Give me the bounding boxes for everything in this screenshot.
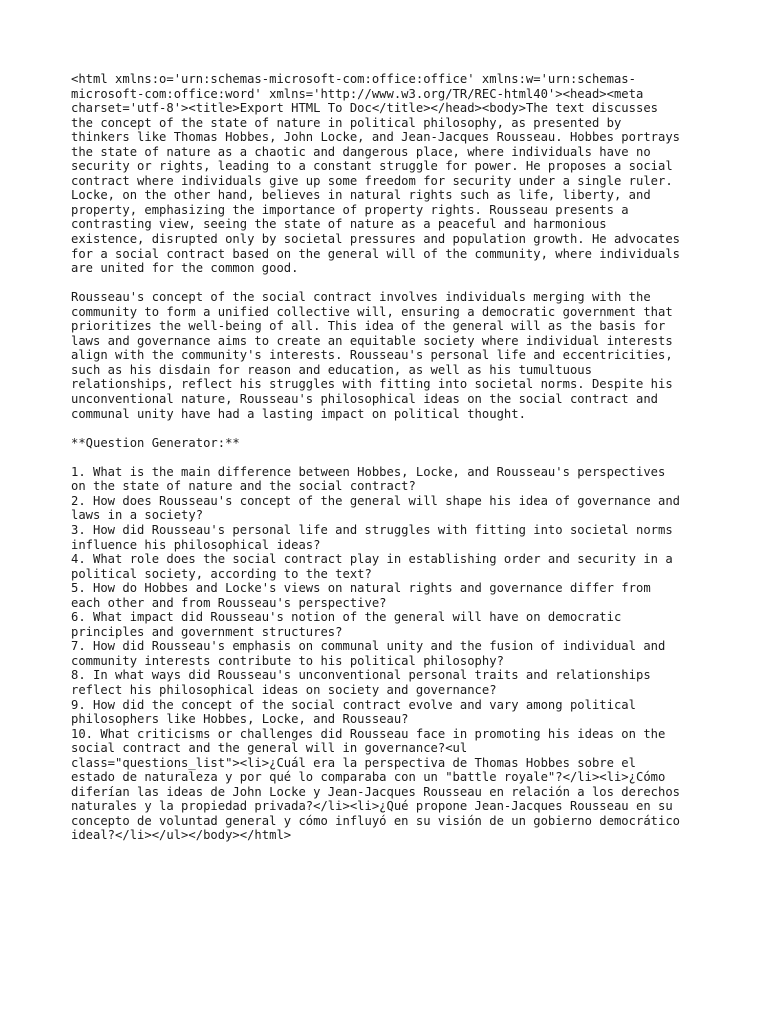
question-item: 9. How did the concept of the social contract evolve and vary among political philosophers like Hobbes, Locke, and Rousseau? xyxy=(71,697,636,727)
question-item: 3. How did Rousseau's personal life and struggles with fitting into societal norms influence his philosophical ideas? xyxy=(71,522,673,552)
question-item: 5. How do Hobbes and Locke's views on natural rights and governance differ from each other and from Rousseau's perspective? xyxy=(71,581,651,610)
summary-paragraph: <html xmlns:o='urn:schemas-microsoft-com:office:office' xmlns:w='urn:schemas- microsoft-com:office:word' xmlns='http://www.w3.org/TR/REC-html40'><head><meta charset='utf-8'><title>Export HTML To Doc</title></head><body>The text discusses the concept of the state of nature in political philosophy, as presented by thinkers like Thomas Hobbes, John Locke, and Jean-Jacques Rousseau. Hobbes portrays the state of nature as a chaotic and dangerous place, where individuals have no security or rights, leading to a constant struggle for power. He proposes a social contract where individuals give up some freedom for security under a single ruler. Locke, on the other hand, believes in natural rights such as life, liberty, and property, emphasizing the importance of property rights. Rousseau presents a contrasting view, seeing the state of nature as a peaceful and harmonious existence, disrupted only by societal pressures and population growth. He advocates for a social contract based on the general will of the community, where individuals are united for the common good. xyxy=(71,72,681,276)
question-list xyxy=(71,465,707,843)
question-item: 4. What role does the social contract play in establishing order and security in a political society, according to the text? xyxy=(71,552,673,581)
question-item: 1. What is the main difference between Hobbes, Locke, and Rousseau's perspectives on the state of nature and the social contract? xyxy=(71,464,666,494)
question-item: 6. What impact did Rousseau's notion of the general will have on democratic principles and government structures? xyxy=(71,610,622,639)
social-contract-paragraph: Rousseau's concept of the social contract involves individuals merging with the community to form a unified collective will, ensuring a democratic government that prioritizes the well-being of all. This idea of the general will as the basis for laws and governance aims to create an equitable society where individual interests align with the community's interests. Rousseau's personal life and eccentricities, such as his disdain for reason and education, as well as his tumultuous relationships, reflect his struggles with fitting into societal norms. Despite his unconventional nature, Rousseau's philosophical ideas on the social contract and communal unity have had a lasting impact on political thought. xyxy=(71,290,673,421)
document-page xyxy=(71,72,707,843)
question-item: 7. How did Rousseau's emphasis on communal unity and the fusion of individual and community interests contribute to his political philosophy? xyxy=(71,639,666,668)
question-item: 8. In what ways did Rousseau's unconventional personal traits and relationships reflect his philosophical ideas on society and governance? xyxy=(71,668,651,697)
question-generator-heading: **Question Generator:** xyxy=(71,435,240,450)
question-item: 2. How does Rousseau's concept of the general will shape his idea of governance and laws in a society? xyxy=(71,493,681,523)
question-item: 10. What criticisms or challenges did Rousseau face in promoting his ideas on the social contract and the general will in governance?<ul class="questions_list"><li>¿Cuál era la perspectiva de Thomas Hobbes sobre el estado de naturaleza y por qué lo comparaba con un "battle royale"?</li><li>¿Cómo diferían las ideas de John Locke y Jean-Jacques Rousseau en relación a los derechos naturales y la propiedad privada?</li><li>¿Qué propone Jean-Jacques Rousseau en su concepto de voluntad general y cómo influyó en su visión de un gobierno democrático ideal?</li></ul></body></html> xyxy=(71,726,681,843)
